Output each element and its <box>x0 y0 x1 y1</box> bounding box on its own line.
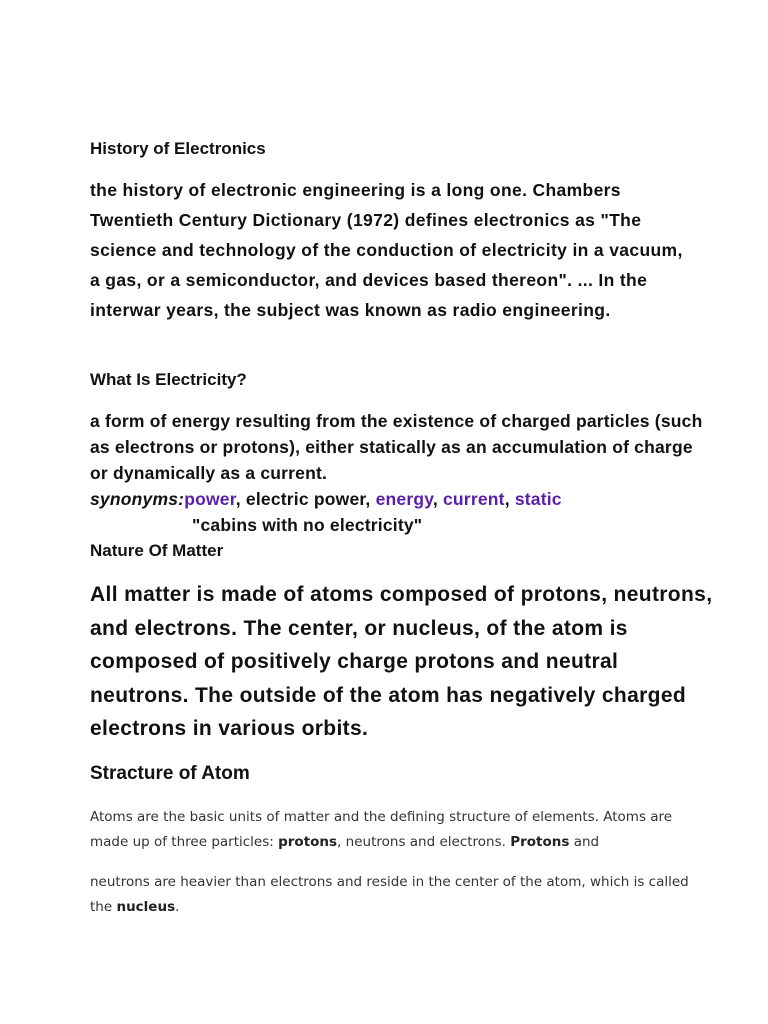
synonym-separator: , <box>504 489 515 509</box>
synonyms-label: synonyms: <box>90 489 185 509</box>
atom-text: Atoms are the basic units of matter and the defining structure of elements. Atoms are made up of three particles: <box>90 809 673 850</box>
atom-text: neutrons are heavier than electrons and reside in the center of the atom, which is called the <box>90 874 689 915</box>
electricity-definition: a form of energy resulting from the existence of charged particles (such as electrons or protons), either statically as an accumulation of charge or dynamically as a current. <box>90 411 703 483</box>
synonym-link-energy[interactable]: energy <box>375 489 433 509</box>
atom-text: , neutrons and electrons. <box>337 834 511 850</box>
synonym-link-current[interactable]: current <box>442 489 505 509</box>
term-protons: Protons <box>510 834 570 850</box>
synonym-link-static[interactable]: static <box>514 489 562 509</box>
history-paragraph: the history of electronic engineering is a long one. Chambers Twentieth Century Dictionary (1972) defines electronics as "The science and technology of the conduction of electricity in a vacuum, a gas, or a semiconductor, and devices based thereon". ... In the interwar years, the subject was known as radio engineering. <box>90 180 683 320</box>
synonym-separator: , <box>432 489 443 509</box>
atom-text: and <box>569 834 600 850</box>
synonym-link-power[interactable]: power <box>184 489 236 509</box>
term-nucleus: nucleus <box>116 899 176 915</box>
atom-text: . <box>175 899 180 915</box>
electricity-heading: What Is Electricity? <box>90 370 247 389</box>
atom-paragraph-2 <box>90 870 700 920</box>
usage-example: "cabins with no electricity" <box>192 515 423 535</box>
atom-paragraph-1 <box>90 805 700 855</box>
electricity-definition-block <box>90 408 710 538</box>
term-protons: protons <box>278 834 338 850</box>
history-heading: History of Electronics <box>90 139 266 158</box>
matter-heading: Nature Of Matter <box>90 541 224 560</box>
synonym-separator: , electric power, <box>235 489 376 509</box>
atom-heading: Stracture of Atom <box>90 763 250 784</box>
matter-paragraph: All matter is made of atoms composed of protons, neutrons, and electrons. The center, or nucleus, of the atom is composed of positively charge protons and neutral neutrons. The outside of the atom has negatively charged electrons in various orbits. <box>90 583 713 740</box>
